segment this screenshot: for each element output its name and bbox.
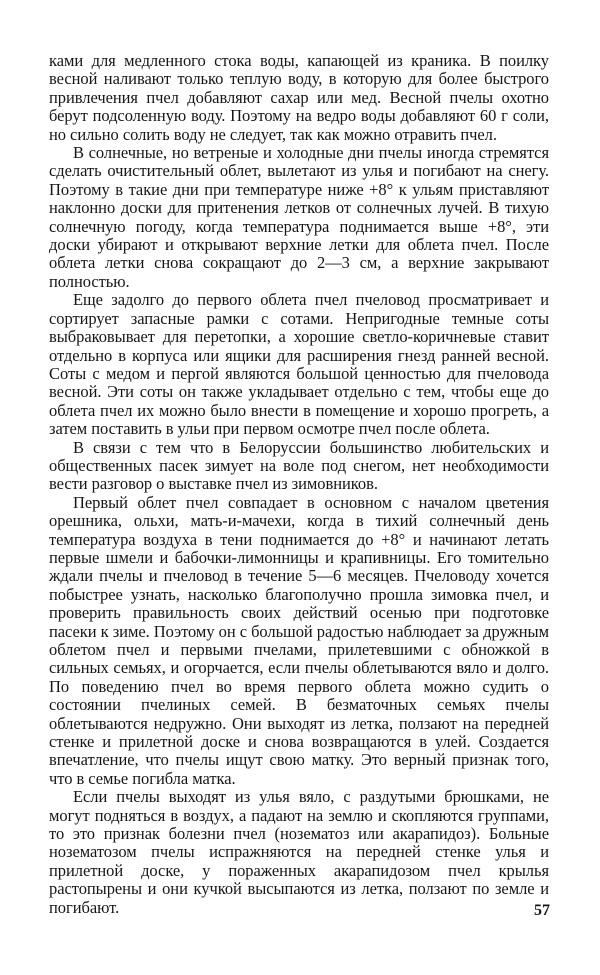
paragraph-3: Еще задолго до первого облета пчел пчеловод просматривает и сортирует запасные рамки с сотами. Непригодные темные соты выбраковывает для перетопки, а хорошие светло-коричневые ставит отдельно в корпуса или ящики для расширения гнезд ранней весной. Соты с медом и пергой являются большой ценностью для пчеловода весной. Эти соты он также укладывает отдельно с тем, чтобы еще до облета пчел их можно было внести в помещение и хорошо прогреть, а затем поставить в ульи при первом осмотре пчел после облета.	[49, 290, 549, 439]
page-number: 57	[534, 902, 550, 919]
paragraph-5: Первый облет пчел совпадает в основном с началом цветения орешника, ольхи, мать-и-мачехи, когда в тихий солнечный день температура воздуха в тени поднимается до +8° и начинают летать первые шмели и бабочки-лимонницы и крапивницы. Его томительно ждали пчелы и пчеловод в течение 5—6 месяцев. Пчеловоду хочется побыстрее узнать, насколько благополучно прошла зимовка пчел, и проверить правильность своих действий осенью при подготовке пасеки к зиме. Поэтому он с большой радостью наблюдает за дружным облетом пчел и первыми пчелами, прилетевшими с обножкой в сильных семьях, и огорчается, если пчелы облетываются вяло и долго. По поведению пчел во время первого облета можно судить о состоянии пчелиных семей. В безматочных семьях пчелы облетываются недружно. Они выходят из летка, ползают на передней стенке и прилетной доске и снова возвращаются в улей. Создается впечатление, что пчелы ищут свою матку. Это верный признак того, что в семье погибла матка.	[49, 492, 549, 788]
paragraph-4: В связи с тем что в Белоруссии большинство любительских и общественных пасек зимует на воле под снегом, нет необходимости вести разговор о выставке пчел из зимовников.	[49, 437, 549, 494]
paragraph-1: ками для медленного стока воды, капающей из краника. В поилку весной наливают только теплую воду, в которую для более быстрого привлечения пчел добавляют сахар или мед. Весной пчелы охотно берут подсоленную воду. Поэтому на ведро воды добавляют 60 г соли, но сильно солить воду не следует, так как можно отравить пчел.	[49, 51, 549, 144]
page-body	[49, 52, 549, 917]
paragraph-6: Если пчелы выходят из улья вяло, с раздутыми брюшками, не могут подняться в воздух, а падают на землю и скопляются группами, то это признак болезни пчел (нозематоз или акарапидоз). Больные нозематозом пчелы испражняются на передней стенке улья и прилетной доске, у пораженных акарапидозом пчел крылья растопырены и они кучкой высыпаются из летка, ползают по земле и погибают.	[49, 787, 549, 917]
paragraph-2: В солнечные, но ветреные и холодные дни пчелы иногда стремятся сделать очистительный облет, вылетают из улья и погибают на снегу. Поэтому в такие дни при температуре ниже +8° к ульям приставляют наклонно доски для притенения летков от солнечных лучей. В тихую солнечную погоду, когда температура поднимается выше +8°, эти доски убирают и открывают верхние летки для облета пчел. После облета летки снова сокращают до 2—3 см, а верхние закрывают полностью.	[49, 143, 549, 291]
